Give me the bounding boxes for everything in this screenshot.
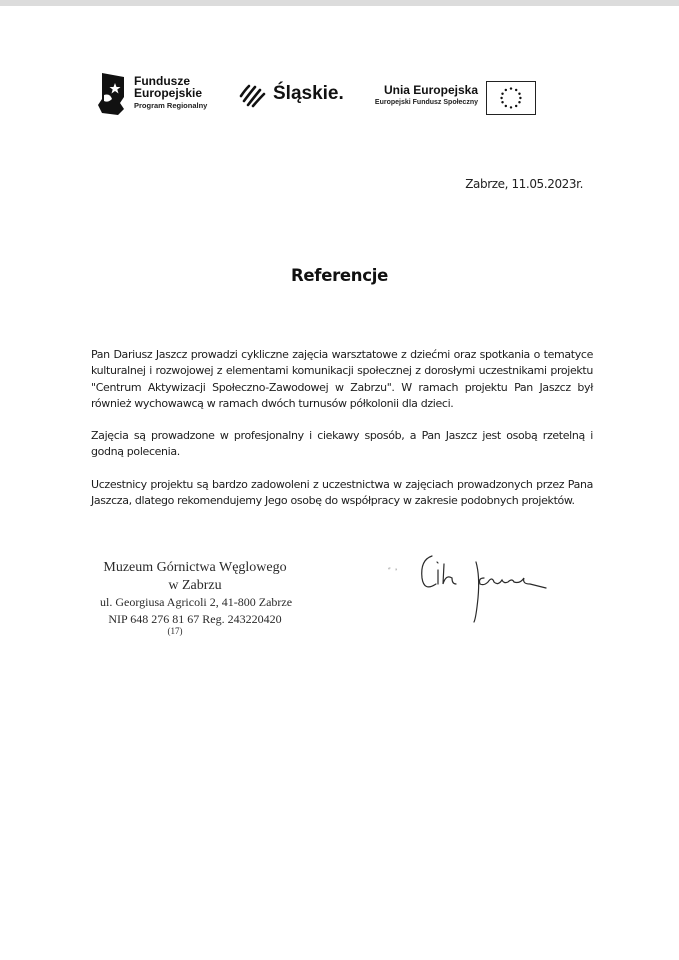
stamp-line2: w Zabrzu xyxy=(168,578,222,593)
fundusze-europejskie-flag-icon xyxy=(98,73,128,115)
stamp-line1: Muzeum Górnictwa Węglowego xyxy=(103,560,287,575)
slaskie-label: Śląskie. xyxy=(273,83,344,104)
slaskie-wave-icon xyxy=(239,82,267,108)
fundusze-line3: Program Regionalny xyxy=(134,101,208,110)
stamp-line4: NIP 648 276 81 67 Reg. 243220420 xyxy=(108,612,282,626)
institution-stamp xyxy=(100,559,293,636)
handwritten-signature-icon xyxy=(380,548,580,628)
ue-line1: Unia Europejska xyxy=(383,83,478,97)
document-body xyxy=(91,347,593,525)
stamp-line3: ul. Georgiusa Agricoli 2, 41-800 Zabrze xyxy=(100,595,293,609)
paragraph-1: Pan Dariusz Jaszcz prowadzi cykliczne zajęcia warsztatowe z dziećmi oraz spotkania o tematyce kulturalnej i rozwojowej z elementami komunikacji społecznej z dorosłymi uczestnikami projektu "Centrum Aktywizacji Społeczno-Zawodowej w Zabrzu". W ramach projektu Pan Jaszcz był również wychowawcą w ramach dwóch turnusów półkolonii dla dzieci. xyxy=(91,348,593,410)
unia-europejska-logo xyxy=(363,78,538,118)
eu-flag-icon xyxy=(486,81,536,115)
paragraph-2: Zajęcia są prowadzone w profesjonalny i ciekawy sposób, a Pan Jaszcz jest osobą rzetelną i godną polecenia. xyxy=(91,429,593,459)
fundusze-line1: Fundusze xyxy=(134,74,190,88)
document-date: Zabrze, 11.05.2023r. xyxy=(465,177,583,191)
ue-line2: Europejski Fundusz Społeczny xyxy=(374,99,478,106)
document-title: Referencje xyxy=(291,266,388,285)
fundusze-europejskie-logo xyxy=(98,73,228,117)
paragraph-3: Uczestnicy projektu są bardzo zadowoleni z uczestnictwa w zajęciach prowadzonych przez Pana Jaszcza, dlatego rekomendujemy Jego osobę do współpracy w zakresie podobnych projektów. xyxy=(91,477,593,508)
fundusze-line2: Europejskie xyxy=(134,86,203,100)
stamp-line5: (17) xyxy=(167,626,183,636)
